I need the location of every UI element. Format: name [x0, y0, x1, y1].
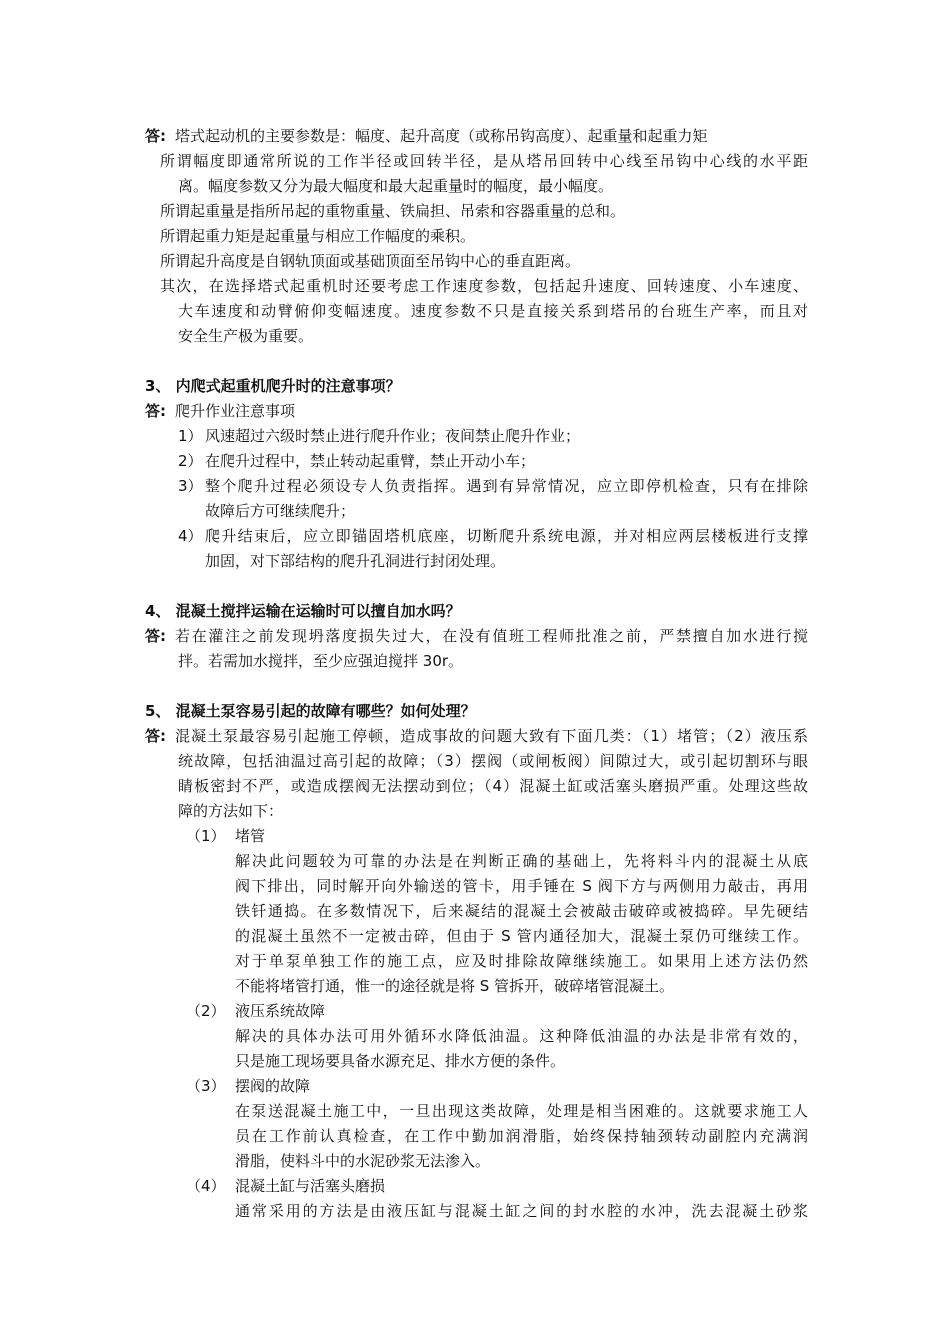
paragraph-line: 离。幅度参数又分为最大幅度和最大起重量时的幅度，最小幅度。 [178, 177, 614, 195]
question-heading: 5、 混凝土泵容易引起的故障有哪些？如何处理？ [145, 702, 476, 720]
section-title: 混凝土缸与活塞头磨损 [235, 1177, 386, 1195]
answer-label: 答: [145, 402, 166, 420]
section-title: 液压系统故障 [235, 1002, 326, 1020]
section-title: 摆阀的故障 [235, 1077, 311, 1095]
list-item-text: 爬升结束后，应立即锚固塔机底座，切断爬升系统电源，并对相应两层楼板进行支撑 [205, 527, 808, 545]
section-number: （3） [186, 1077, 226, 1095]
answer-text: 障的方法如下： [178, 802, 284, 820]
answer-label: 答: [145, 727, 166, 745]
paragraph-line: 所谓幅度即通常所说的工作半径或回转半径，是从塔吊回转中心线至吊钩中心线的水平距 [160, 152, 808, 170]
section-text: 阀下排出，同时解开向外输送的管卡，用手锤在 S 阀下方与两侧用力敲击，再用 [235, 877, 808, 895]
section-text: 通常采用的方法是由液压缸与混凝土缸之间的封水腔的水冲，洗去混凝土砂浆 [235, 1202, 808, 1220]
list-item-number: 4） [178, 527, 203, 545]
list-item-text: 加固，对下部结构的爬升孔洞进行封闭处理。 [205, 552, 506, 570]
answer-heading: 爬升作业注意事项 [175, 402, 296, 420]
section-number: （2） [186, 1002, 226, 1020]
paragraph-line: 所谓起重量是指所吊起的重物重量、铁扁担、吊索和容器重量的总和。 [160, 202, 626, 220]
paragraph-line: 大车速度和动臂俯仰变幅速度。速度参数不只是直接关系到塔吊的台班生产率，而且对 [178, 302, 808, 320]
paragraph-line: 所谓起重力矩是起重量与相应工作幅度的乘积。 [160, 227, 476, 245]
answer-text: 混凝土泵最容易引起施工停顿，造成事故的问题大致有下面几类：（1）堵管；（2）液压系 [175, 727, 808, 745]
list-item-text: 故障后方可继续爬升； [205, 502, 356, 520]
question-heading: 3、 内爬式起重机爬升时的注意事项？ [145, 377, 401, 395]
list-item-text: 在爬升过程中，禁止转动起重臂，禁止开动小车； [205, 452, 536, 470]
section-title: 堵管 [235, 827, 266, 845]
section-number: （4） [186, 1177, 226, 1195]
section-text: 解决此问题较为可靠的办法是在判断正确的基础上，先将料斗内的混凝土从底 [235, 852, 808, 870]
section-number: （1） [186, 827, 226, 845]
paragraph-line: 所谓起升高度是自钢轨顶面或基础顶面至吊钩中心的垂直距离。 [160, 252, 581, 270]
answer-label: 答: [145, 127, 166, 145]
answer-text: 统故障，包括油温过高引起的故障；（3）摆阀（或闸板阀）间隙过大，或引起切割环与眼 [178, 752, 808, 770]
section-text: 的混凝土虽然不一定被击碎，但由于 S 管内通径加大，混凝土泵仍可继续工作。 [235, 927, 808, 945]
section-text: 解决的具体办法可用外循环水降低油温。这种降低油温的办法是非常有效的， [235, 1027, 808, 1045]
section-text: 滑脂，使料斗中的水泥砂浆无法渗入。 [235, 1152, 491, 1170]
answer-text: 若在灌注之前发现坍落度损失过大，在没有值班工程师批准之前，严禁擅自加水进行搅 [175, 627, 808, 645]
paragraph-line: 其次，在选择塔式起重机时还要考虑工作速度参数，包括起升速度、回转速度、小车速度、 [160, 277, 808, 295]
list-item-number: 3） [178, 477, 203, 495]
section-text: 员在工作前认真检查，在工作中勤加润滑脂，始终保持轴颈转动副腔内充满润 [235, 1127, 808, 1145]
list-item-number: 1） [178, 427, 203, 445]
answer-text: 拌。若需加水搅拌，至少应强迫搅拌 30r。 [178, 652, 464, 670]
section-text: 铁钎通捣。在多数情况下，后来凝结的混凝土会被敲击破碎或被捣碎。早先硬结 [235, 902, 808, 920]
list-item-text: 整个爬升过程必须设专人负责指挥。遇到有异常情况，应立即停机检查，只有在排除 [205, 477, 808, 495]
paragraph-line: 安全生产极为重要。 [178, 327, 314, 345]
section-text: 只是施工现场要具备水源充足、排水方便的条件。 [235, 1052, 566, 1070]
question-heading: 4、 混凝土搅拌运输在运输时可以擅自加水吗？ [145, 602, 461, 620]
answer-heading: 塔式起动机的主要参数是：幅度、起升高度（或称吊钩高度）、起重量和起重力矩 [175, 127, 708, 145]
list-item-text: 风速超过六级时禁止进行爬升作业；夜间禁止爬升作业； [205, 427, 581, 445]
section-text: 不能将堵管打通，惟一的途径就是将 S 管拆开，破碎堵管混凝土。 [235, 977, 675, 995]
answer-text: 睛板密封不严，或造成摆阀无法摆动到位；（4）混凝土缸或活塞头磨损严重。处理这些故 [178, 777, 808, 795]
section-text: 对于单泵单独工作的施工点，应及时排除故障继续施工。如果用上述方法仍然 [235, 952, 808, 970]
list-item-number: 2） [178, 452, 203, 470]
answer-label: 答: [145, 627, 166, 645]
section-text: 在泵送混凝土施工中，一旦出现这类故障，处理是相当困难的。这就要求施工人 [235, 1102, 808, 1120]
